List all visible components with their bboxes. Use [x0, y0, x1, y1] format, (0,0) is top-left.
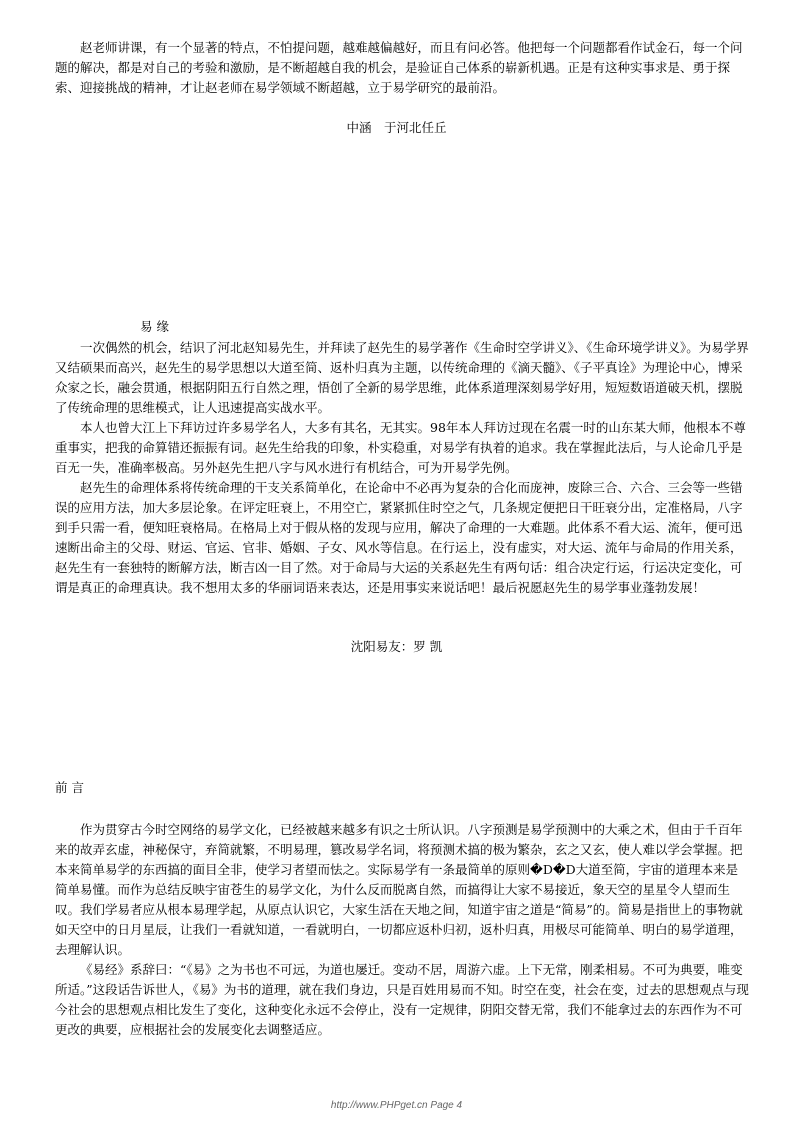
yiyuan-signature: 沈阳易友：罗 凯	[350, 639, 443, 654]
page-footer: http://www.PHPget.cn Page 4	[330, 1100, 463, 1111]
yiyuan-paragraph-1: 一次偶然的机会，结识了河北赵知易先生，并拜读了赵先生的易学著作《生命时空学讲义》、《生命环境学讲义》。为易学界又结硕果而高兴，赵先生的易学思想以大道至简、返朴归真为主题，以传统命理的《滴天髓》、《子平真诠》为理论中心，博采众家之长，融会贯通，根据阴阳五行自然之理，悟创了全新的易学思维，此体系道理深刻易学好用，短短数语道破天机，摆脱了传统命理的思维模式，让人迅速提高实战水平。	[55, 340, 749, 415]
preface-paragraph-1: 作为贯穿古今时空网络的易学文化，已经被越来越多有识之士所认识。八字预测是易学预测中的大乘之术，但由于千百年来的故弄玄虚，神秘保守，弃简就繁，不明易理，篡改易学名词，将预测术搞的极为繁杂，玄之又玄，使人难以学会掌握。把本来简单易学的东西搞的面目全非，使学习者望而怯之。实际易学有一条最简单的原则�D�D大道至简，宇宙的道理本来是简单易懂。而作为总结反映宇宙苍生的易学文化，为什么反而脱离自然，而搞得让大家不易接近，象天空的星星令人望而生叹。我们学易者应从根本易理学起，从原点认识它，大家生活在天地之间，知道宇宙之道是“简易”的。简易是指世上的事物就如天空中的日月星辰，让我们一看就知道，一看就明白，一切都应返朴归初，返朴归真，用极尽可能简单、明白的易学道理，去理解认识。	[55, 822, 743, 957]
yiyuan-paragraph-3: 赵先生的命理体系将传统命理的干支关系简单化，在论命中不必再为复杂的合化而庞神，废除三合、六合、三会等一些错误的应用方法，加大多层论象。在评定旺衰上，不用空亡，紧紧抓住时空之气，几条规定便把日干旺衰分出，定准格局，八字到手只需一看，便知旺衰格局。在格局上对于假从格的发现与应用，解决了命理的一大难题。此体系不看大运、流年，便可迅速断出命主的父母、财运、官运、官非、婚姻、子女、风水等信息。在行运上，没有虚实，对大运、流年与命局的作用关系，赵先生有一套独特的断解方法，断吉凶一目了然。对于命局与大运的关系赵先生有两句话：组合决定行运，行运决定变化，可谓是真正的命理真诀。我不想用太多的华丽词语来表达，还是用事实来说话吧！最后祝愿赵先生的易学事业蓬勃发展！	[55, 480, 743, 595]
preface-heading: 前 言	[55, 780, 84, 795]
yiyuan-heading: 易 缘	[140, 319, 169, 334]
preface-paragraph-2: 《易经》系辞曰：“《易》之为书也不可远，为道也屡迁。变动不居，周游六虚。上下无常，刚柔相易。不可为典要，唯变所适。”这段话告诉世人，《易》为书的道理，就在我们身边，只是百姓用易而不知。时空在变，社会在变，过去的思想观点与现今社会的思想观点相比发生了变化，这种变化永远不会停止，没有一定规律，阴阳交替无常，我们不能拿过去的东西作为不可更改的典要，应根据社会的发展变化去调整适应。	[55, 962, 749, 1037]
intro-signature: 中涵 于河北任丘	[346, 120, 447, 135]
yiyuan-paragraph-2: 本人也曾大江上下拜访过许多易学名人，大多有其名，无其实。98年本人拜访过现在名震一时的山东某大师，他根本不尊重事实，把我的命算错还振振有词。赵先生给我的印象，朴实稳重，对易学有执着的追求。我在掌握此法后，与人论命几乎是百无一失，准确率极高。另外赵先生把八字与风水进行有机结合，可为开易学先例。	[55, 420, 746, 475]
intro-paragraph: 赵老师讲课，有一个显著的特点，不怕提问题，越难越偏越好，而且有问必答。他把每一个问题都看作试金石，每一个问题的解决，都是对自己的考验和激励，是不断超越自我的机会，是验证自己体系的崭新机遇。正是有这种实事求是、勇于探索、迎接挑战的精神，才让赵老师在易学领域不断超越，立于易学研究的最前沿。	[55, 40, 743, 95]
